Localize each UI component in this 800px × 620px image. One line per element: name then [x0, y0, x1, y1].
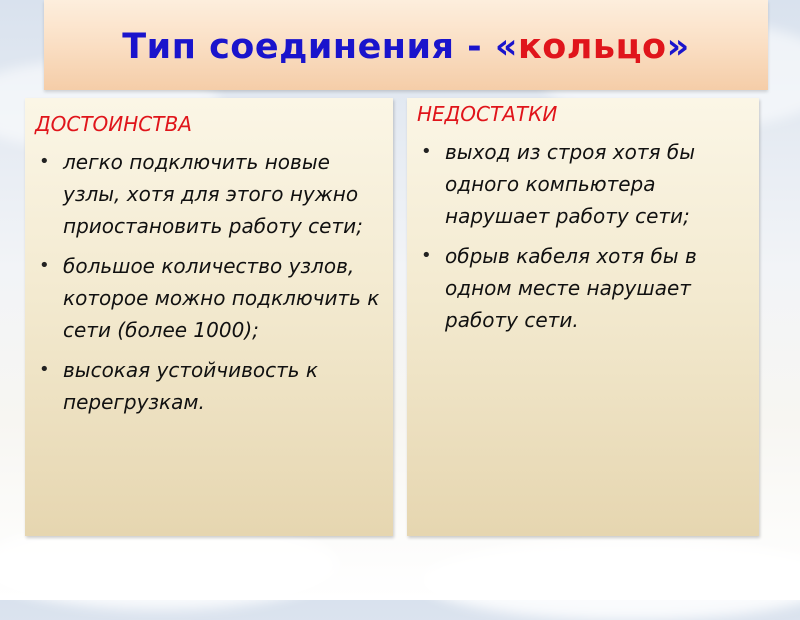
disadvantage-item: • обрыв кабеля хотя бы в одном месте нарушает работу сети.	[417, 240, 751, 336]
title-highlight: кольцо	[518, 27, 667, 67]
advantages-list	[35, 146, 385, 418]
background-cloud	[420, 540, 800, 620]
advantages-panel	[25, 98, 393, 536]
disadvantages-heading: НЕДОСТАТКИ	[417, 102, 558, 126]
advantages-heading: ДОСТОИНСТВА	[35, 112, 192, 136]
advantage-item: • большое количество узлов, которое можно подключить к сети (более 1000);	[35, 250, 385, 346]
advantage-item: • легко подключить новые узлы, хотя для этого нужно приостановить работу сети;	[35, 146, 385, 242]
disadvantages-list	[417, 136, 751, 336]
disadvantages-panel	[407, 98, 759, 536]
title-suffix: »	[666, 27, 690, 67]
advantage-item: • высокая устойчивость к перегрузкам.	[35, 354, 385, 418]
slide-title	[122, 27, 689, 67]
disadvantage-item: • выход из строя хотя бы одного компьютера нарушает работу сети;	[417, 136, 751, 232]
title-prefix: Тип соединения - «	[122, 27, 518, 67]
title-banner	[44, 0, 768, 90]
